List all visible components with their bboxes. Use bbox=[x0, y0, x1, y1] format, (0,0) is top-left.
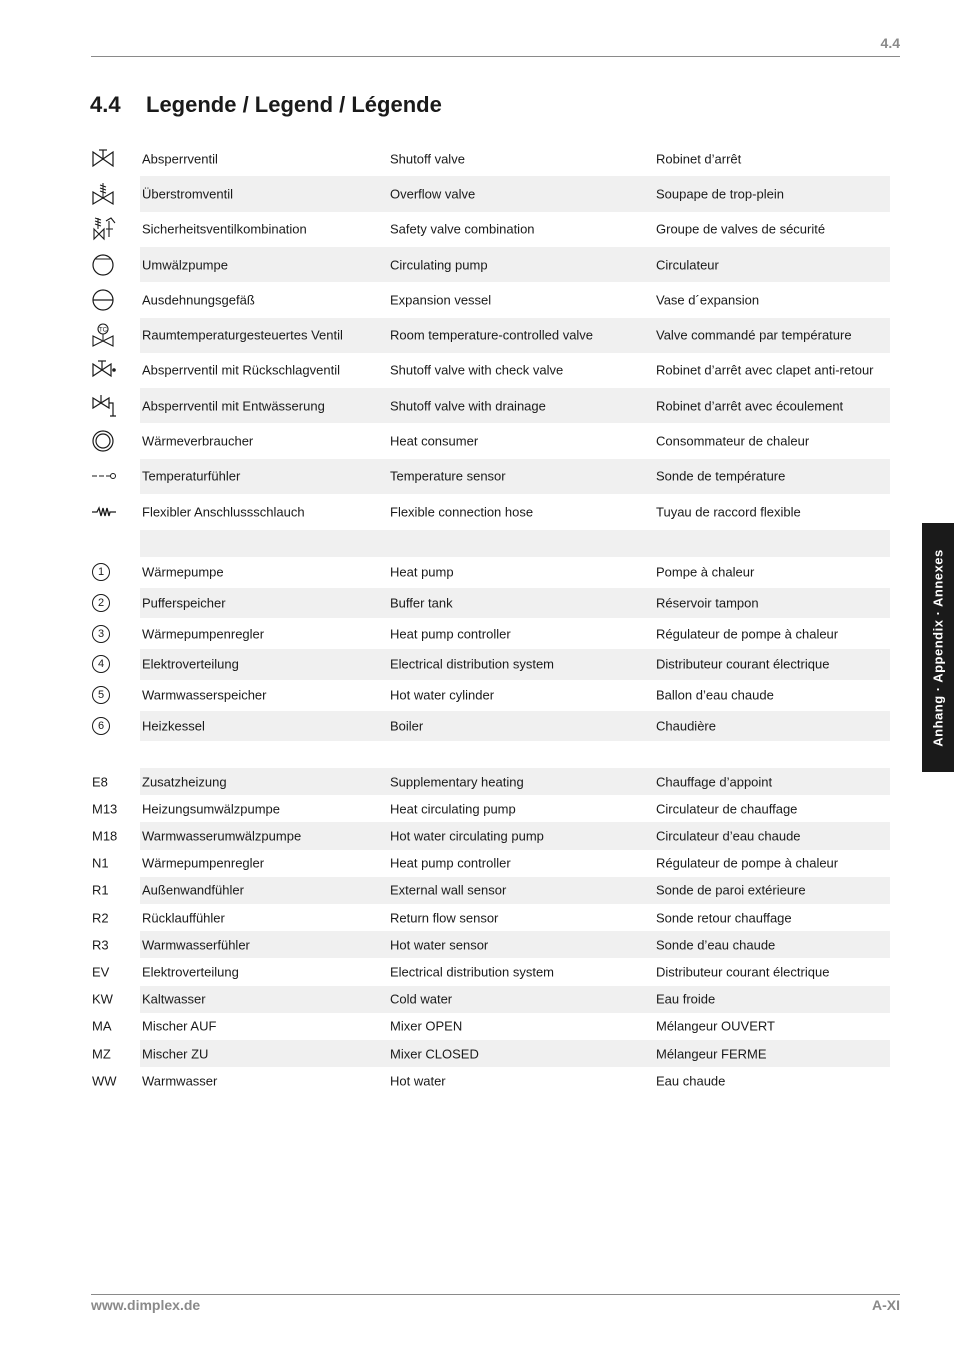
label-de: Warmwasserspeicher bbox=[142, 687, 267, 703]
label-fr: Distributeur courant électrique bbox=[656, 656, 830, 672]
row-shading bbox=[140, 1040, 890, 1067]
label-fr: Circulateur d’eau chaude bbox=[656, 828, 801, 844]
safety-valve-combination-icon bbox=[91, 217, 117, 241]
label-en: Cold water bbox=[390, 991, 453, 1007]
label-de: Warmwasserfühler bbox=[142, 937, 250, 953]
label-de: Rücklauffühler bbox=[142, 910, 225, 926]
room-temperature-valve-icon bbox=[91, 323, 117, 347]
label-de: Temperaturfühler bbox=[142, 468, 241, 484]
side-tab-label: Anhang · Appendix · Annexes bbox=[930, 548, 946, 747]
label-en: Hot water sensor bbox=[390, 937, 489, 953]
table-row bbox=[0, 423, 954, 458]
label-en: External wall sensor bbox=[390, 882, 507, 898]
label-de: Wärmepumpenregler bbox=[142, 855, 265, 871]
label-fr: Chaudière bbox=[656, 718, 716, 734]
label-de: Elektroverteilung bbox=[142, 656, 239, 672]
label-de: Absperrventil mit Entwässerung bbox=[142, 398, 325, 414]
table-row bbox=[0, 850, 954, 877]
label-fr: Régulateur de pompe à chaleur bbox=[656, 855, 839, 871]
row-shading bbox=[140, 711, 890, 742]
label-fr: Tuyau de raccord flexible bbox=[656, 504, 801, 520]
label-fr: Chauffage d’appoint bbox=[656, 774, 773, 790]
label-fr: Robinet d’arrêt avec clapet anti-retour bbox=[656, 362, 874, 378]
label-en: Electrical distribution system bbox=[390, 964, 554, 980]
label-en: Hot water circulating pump bbox=[390, 828, 544, 844]
spacer-row bbox=[0, 530, 954, 557]
label-en: Expansion vessel bbox=[390, 292, 492, 308]
table-row bbox=[0, 388, 954, 423]
table-row bbox=[0, 711, 954, 742]
table-row bbox=[0, 649, 954, 680]
component-code: EV bbox=[92, 964, 110, 980]
label-de: Heizungsumwälzpumpe bbox=[142, 801, 281, 817]
label-en: Heat pump controller bbox=[390, 855, 511, 871]
table-row bbox=[0, 986, 954, 1013]
label-fr: Mélangeur OUVERT bbox=[656, 1018, 775, 1034]
component-code: M13 bbox=[92, 801, 118, 817]
label-fr: Groupe de valves de sécurité bbox=[656, 221, 826, 237]
table-row bbox=[0, 494, 954, 529]
table-row bbox=[0, 557, 954, 588]
check-valve-icon bbox=[91, 358, 117, 382]
label-de: Mischer AUF bbox=[142, 1018, 217, 1034]
component-code: R3 bbox=[92, 937, 109, 953]
row-shading bbox=[140, 931, 890, 958]
title-text: Legende / Legend / Légende bbox=[146, 92, 442, 117]
label-de: Warmwasser bbox=[142, 1073, 218, 1089]
component-number-badge: 5 bbox=[92, 686, 110, 704]
row-shading bbox=[140, 588, 890, 619]
table-row bbox=[0, 588, 954, 619]
label-fr: Réservoir tampon bbox=[656, 595, 759, 611]
label-fr: Sonde de température bbox=[656, 468, 786, 484]
label-de: Heizkessel bbox=[142, 718, 205, 734]
label-en: Heat pump bbox=[390, 564, 454, 580]
label-en: Heat circulating pump bbox=[390, 801, 516, 817]
label-de: Raumtemperaturgesteuertes Ventil bbox=[142, 327, 343, 343]
label-en: Buffer tank bbox=[390, 595, 453, 611]
label-de: Wärmepumpe bbox=[142, 564, 224, 580]
label-fr: Robinet d’arrêt bbox=[656, 151, 742, 167]
label-en: Mixer CLOSED bbox=[390, 1046, 479, 1062]
circulating-pump-icon bbox=[91, 253, 117, 277]
component-code: N1 bbox=[92, 855, 109, 871]
component-code: MZ bbox=[92, 1046, 111, 1062]
label-de: Pufferspeicher bbox=[142, 595, 226, 611]
table-row bbox=[0, 618, 954, 649]
expansion-vessel-icon bbox=[91, 288, 117, 312]
table-row bbox=[0, 353, 954, 388]
footer-url: www.dimplex.de bbox=[91, 1297, 201, 1313]
table-row bbox=[0, 318, 954, 353]
row-shading bbox=[140, 247, 890, 282]
label-en: Heat pump controller bbox=[390, 626, 511, 642]
footer-page-number: A-XI bbox=[872, 1297, 900, 1313]
header-rule bbox=[91, 56, 900, 57]
temperature-sensor-icon bbox=[91, 464, 117, 488]
title-number: 4.4 bbox=[90, 92, 121, 117]
flexible-hose-icon bbox=[91, 500, 117, 524]
footer-rule bbox=[91, 1294, 900, 1295]
label-de: Warmwasserumwälzpumpe bbox=[142, 828, 302, 844]
label-de: Ausdehnungsgefäß bbox=[142, 292, 255, 308]
label-fr: Circulateur de chauffage bbox=[656, 801, 798, 817]
component-code: WW bbox=[92, 1073, 117, 1089]
label-fr: Valve commandé par température bbox=[656, 327, 852, 343]
table-row bbox=[0, 141, 954, 176]
row-shading bbox=[140, 986, 890, 1013]
label-en: Shutoff valve with check valve bbox=[390, 362, 564, 378]
label-fr: Soupape de trop-plein bbox=[656, 186, 784, 202]
label-en: Shutoff valve bbox=[390, 151, 465, 167]
label-de: Außenwandfühler bbox=[142, 882, 244, 898]
label-de: Absperrventil bbox=[142, 151, 218, 167]
label-de: Flexibler Anschlussschlauch bbox=[142, 504, 305, 520]
component-number-badge: 3 bbox=[92, 625, 110, 643]
label-en: Room temperature-controlled valve bbox=[390, 327, 594, 343]
label-de: Mischer ZU bbox=[142, 1046, 209, 1062]
table-row bbox=[0, 822, 954, 849]
component-code: E8 bbox=[92, 774, 108, 790]
drain-valve-icon bbox=[91, 394, 117, 418]
label-en: Hot water cylinder bbox=[390, 687, 495, 703]
label-en: Circulating pump bbox=[390, 257, 488, 273]
component-code: R2 bbox=[92, 910, 109, 926]
table-row bbox=[0, 1067, 954, 1094]
table-row bbox=[0, 931, 954, 958]
page-title bbox=[90, 92, 442, 118]
label-de: Kaltwasser bbox=[142, 991, 206, 1007]
table-row bbox=[0, 459, 954, 494]
component-code: KW bbox=[92, 991, 113, 1007]
label-fr: Consommateur de chaleur bbox=[656, 433, 810, 449]
label-en: Electrical distribution system bbox=[390, 656, 554, 672]
table-row bbox=[0, 768, 954, 795]
label-en: Flexible connection hose bbox=[390, 504, 534, 520]
label-en: Supplementary heating bbox=[390, 774, 524, 790]
label-fr: Eau froide bbox=[656, 991, 716, 1007]
label-fr: Eau chaude bbox=[656, 1073, 726, 1089]
component-number-badge: 6 bbox=[92, 717, 110, 735]
table-row bbox=[0, 1013, 954, 1040]
label-en: Boiler bbox=[390, 718, 424, 734]
label-en: Mixer OPEN bbox=[390, 1018, 463, 1034]
label-en: Shutoff valve with drainage bbox=[390, 398, 546, 414]
label-de: Überstromventil bbox=[142, 186, 234, 202]
component-number-badge: 4 bbox=[92, 655, 110, 673]
label-fr: Circulateur bbox=[656, 257, 719, 273]
label-de: Wärmeverbraucher bbox=[142, 433, 254, 449]
component-number-badge: 1 bbox=[92, 563, 110, 581]
component-number-badge: 2 bbox=[92, 594, 110, 612]
label-fr: Mélangeur FERME bbox=[656, 1046, 767, 1062]
label-fr: Régulateur de pompe à chaleur bbox=[656, 626, 839, 642]
label-fr: Distributeur courant électrique bbox=[656, 964, 830, 980]
label-fr: Pompe à chaleur bbox=[656, 564, 755, 580]
label-de: Elektroverteilung bbox=[142, 964, 239, 980]
overflow-valve-icon bbox=[91, 182, 117, 206]
label-fr: Sonde de paroi extérieure bbox=[656, 882, 806, 898]
header-section-number: 4.4 bbox=[880, 35, 900, 51]
label-de: Sicherheitsventilkombination bbox=[142, 221, 307, 237]
heat-consumer-icon bbox=[91, 429, 117, 453]
component-code: M18 bbox=[92, 828, 118, 844]
label-en: Return flow sensor bbox=[390, 910, 499, 926]
table-row bbox=[0, 247, 954, 282]
side-tab bbox=[922, 523, 954, 772]
table-row bbox=[0, 1040, 954, 1067]
label-en: Heat consumer bbox=[390, 433, 479, 449]
table-row bbox=[0, 958, 954, 985]
label-fr: Vase d´expansion bbox=[656, 292, 760, 308]
label-de: Wärmepumpenregler bbox=[142, 626, 265, 642]
table-row bbox=[0, 795, 954, 822]
svg-text:TC: TC bbox=[99, 327, 107, 334]
label-en: Overflow valve bbox=[390, 186, 476, 202]
label-fr: Sonde retour chauffage bbox=[656, 910, 792, 926]
label-de: Absperrventil mit Rückschlagventil bbox=[142, 362, 340, 378]
component-code: MA bbox=[92, 1018, 112, 1034]
label-en: Temperature sensor bbox=[390, 468, 506, 484]
table-row bbox=[0, 176, 954, 211]
table-row bbox=[0, 282, 954, 317]
table-row bbox=[0, 877, 954, 904]
table-row bbox=[0, 680, 954, 711]
label-fr: Sonde d’eau chaude bbox=[656, 937, 776, 953]
label-fr: Ballon d’eau chaude bbox=[656, 687, 774, 703]
component-code: R1 bbox=[92, 882, 109, 898]
spacer-row bbox=[0, 741, 954, 768]
shutoff-valve-icon bbox=[91, 147, 117, 171]
table-row bbox=[0, 904, 954, 931]
label-en: Hot water bbox=[390, 1073, 446, 1089]
label-de: Umwälzpumpe bbox=[142, 257, 228, 273]
label-de: Zusatzheizung bbox=[142, 774, 227, 790]
table-row bbox=[0, 212, 954, 247]
label-fr: Robinet d’arrêt avec écoulement bbox=[656, 398, 844, 414]
label-en: Safety valve combination bbox=[390, 221, 535, 237]
